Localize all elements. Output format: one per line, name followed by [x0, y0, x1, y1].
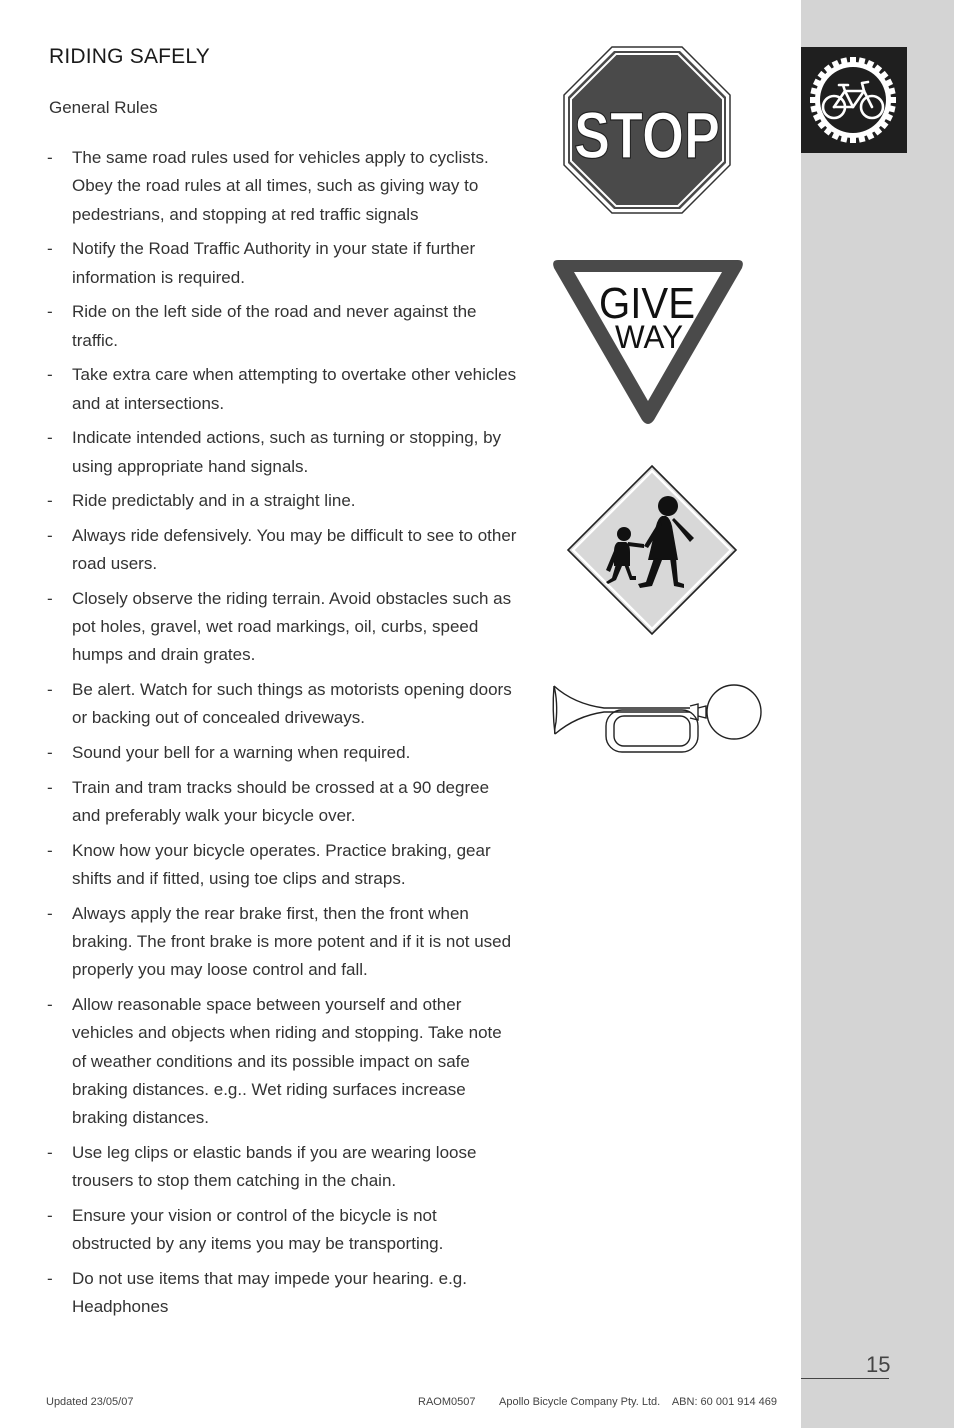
rule-text: Use leg clips or elastic bands if you are wearing loose trousers to stop them catching in the chain.	[72, 1142, 477, 1191]
rule-text: Sound your bell for a warning when required.	[72, 743, 411, 763]
bullet-dash: -	[47, 680, 53, 700]
rule-text: Always ride defensively. You may be difficult to see to other road users.	[72, 525, 517, 574]
bullet-dash: -	[47, 525, 53, 545]
list-item	[47, 235, 517, 292]
list-item	[47, 361, 517, 418]
rule-text: Indicate intended actions, such as turning or stopping, by using appropriate hand signals.	[72, 428, 502, 476]
list-item	[47, 298, 517, 355]
list-item	[47, 991, 517, 1132]
rule-text: Closely observe the riding terrain. Avoid obstacles such as pot holes, gravel, wet road markings, oil, curbs, speed humps and drain grates.	[72, 588, 512, 665]
list-item	[47, 739, 517, 767]
bullet-dash: -	[47, 995, 53, 1015]
give-way-sign-icon	[550, 258, 746, 428]
bullet-dash: -	[47, 1142, 53, 1162]
rule-text: Know how your bicycle operates. Practice braking, gear shifts and if fitted, using toe clips and straps.	[72, 840, 491, 889]
sidebar-strip	[801, 0, 954, 1428]
stop-sign-icon	[562, 45, 732, 215]
list-item	[47, 1202, 517, 1259]
section-badge	[801, 47, 907, 153]
give-text: GIVE	[599, 279, 695, 328]
bullet-dash: -	[47, 491, 53, 511]
rule-text: The same road rules used for vehicles apply to cyclists. Obey the road rules at all times, such as giving way to pedestrians, and stopping at red traffic signals	[72, 148, 489, 224]
sprocket-tooth	[850, 57, 856, 65]
rule-text: Ride on the left side of the road and never against the traffic.	[72, 302, 477, 350]
bullet-dash: -	[47, 302, 53, 322]
list-item	[47, 144, 517, 229]
children-crossing-sign-icon	[566, 464, 738, 636]
page-number-rule	[801, 1378, 889, 1379]
rule-text: Always apply the rear brake first, then the front when braking. The front brake is more potent and if it is not used properly you may loose control and fall.	[72, 903, 512, 980]
rule-text: Be alert. Watch for such things as motorists opening doors or backing out of concealed driveways.	[72, 680, 512, 728]
bullet-dash: -	[47, 365, 53, 385]
list-item	[47, 774, 517, 831]
bullet-dash: -	[47, 743, 53, 763]
bullet-dash: -	[47, 588, 53, 608]
horn-icon	[552, 682, 764, 758]
rule-text: Allow reasonable space between yourself and other vehicles and objects when riding and stopping. Take note of weather conditions and its possible impact on safe braking distances. e.g.. Wet riding surfaces increase braking distances.	[72, 995, 502, 1128]
list-item	[47, 487, 517, 515]
bullet-dash: -	[47, 840, 53, 860]
bullet-dash: -	[47, 1268, 53, 1288]
page-title: RIDING SAFELY	[49, 45, 210, 68]
sprocket-tooth	[810, 97, 818, 103]
bullet-dash: -	[47, 239, 53, 259]
sprocket-tooth	[888, 97, 896, 103]
list-item	[47, 522, 517, 579]
rule-text: Take extra care when attempting to overtake other vehicles and at intersections.	[72, 365, 517, 413]
rule-text: Do not use items that may impede your hearing. e.g. Headphones	[72, 1268, 467, 1317]
footer-code: RAOM0507	[418, 1396, 476, 1408]
bullet-dash: -	[47, 777, 53, 797]
bullet-dash: -	[47, 1205, 53, 1225]
rule-text: Train and tram tracks should be crossed at a 90 degree and preferably walk your bicycle over.	[72, 777, 490, 826]
list-item	[47, 585, 517, 670]
list-item	[47, 1265, 517, 1322]
bullet-dash: -	[47, 428, 53, 448]
rule-text: Ensure your vision or control of the bicycle is not obstructed by any items you may be transporting.	[72, 1205, 444, 1254]
list-item	[47, 837, 517, 894]
section-subtitle: General Rules	[49, 98, 158, 117]
list-item	[47, 424, 517, 481]
stop-sign-text: STOP	[574, 98, 720, 172]
bicycle-icon	[801, 47, 907, 153]
way-text: WAY	[615, 319, 683, 355]
sprocket-tooth	[850, 135, 856, 143]
list-item	[47, 1139, 517, 1196]
bullet-dash: -	[47, 148, 53, 167]
footer-company: Apollo Bicycle Company Pty. Ltd. ABN: 60 001 914 469	[499, 1396, 778, 1408]
rule-text: Ride predictably and in a straight line.	[72, 491, 356, 511]
page-number: 15	[866, 1352, 891, 1377]
bullet-dash: -	[47, 903, 53, 923]
list-item	[47, 900, 517, 985]
rule-text: Notify the Road Traffic Authority in your state if further information is required.	[72, 239, 476, 287]
footer-updated: Updated 23/05/07	[46, 1396, 134, 1408]
rules-list	[47, 144, 517, 1328]
list-item	[47, 676, 517, 733]
